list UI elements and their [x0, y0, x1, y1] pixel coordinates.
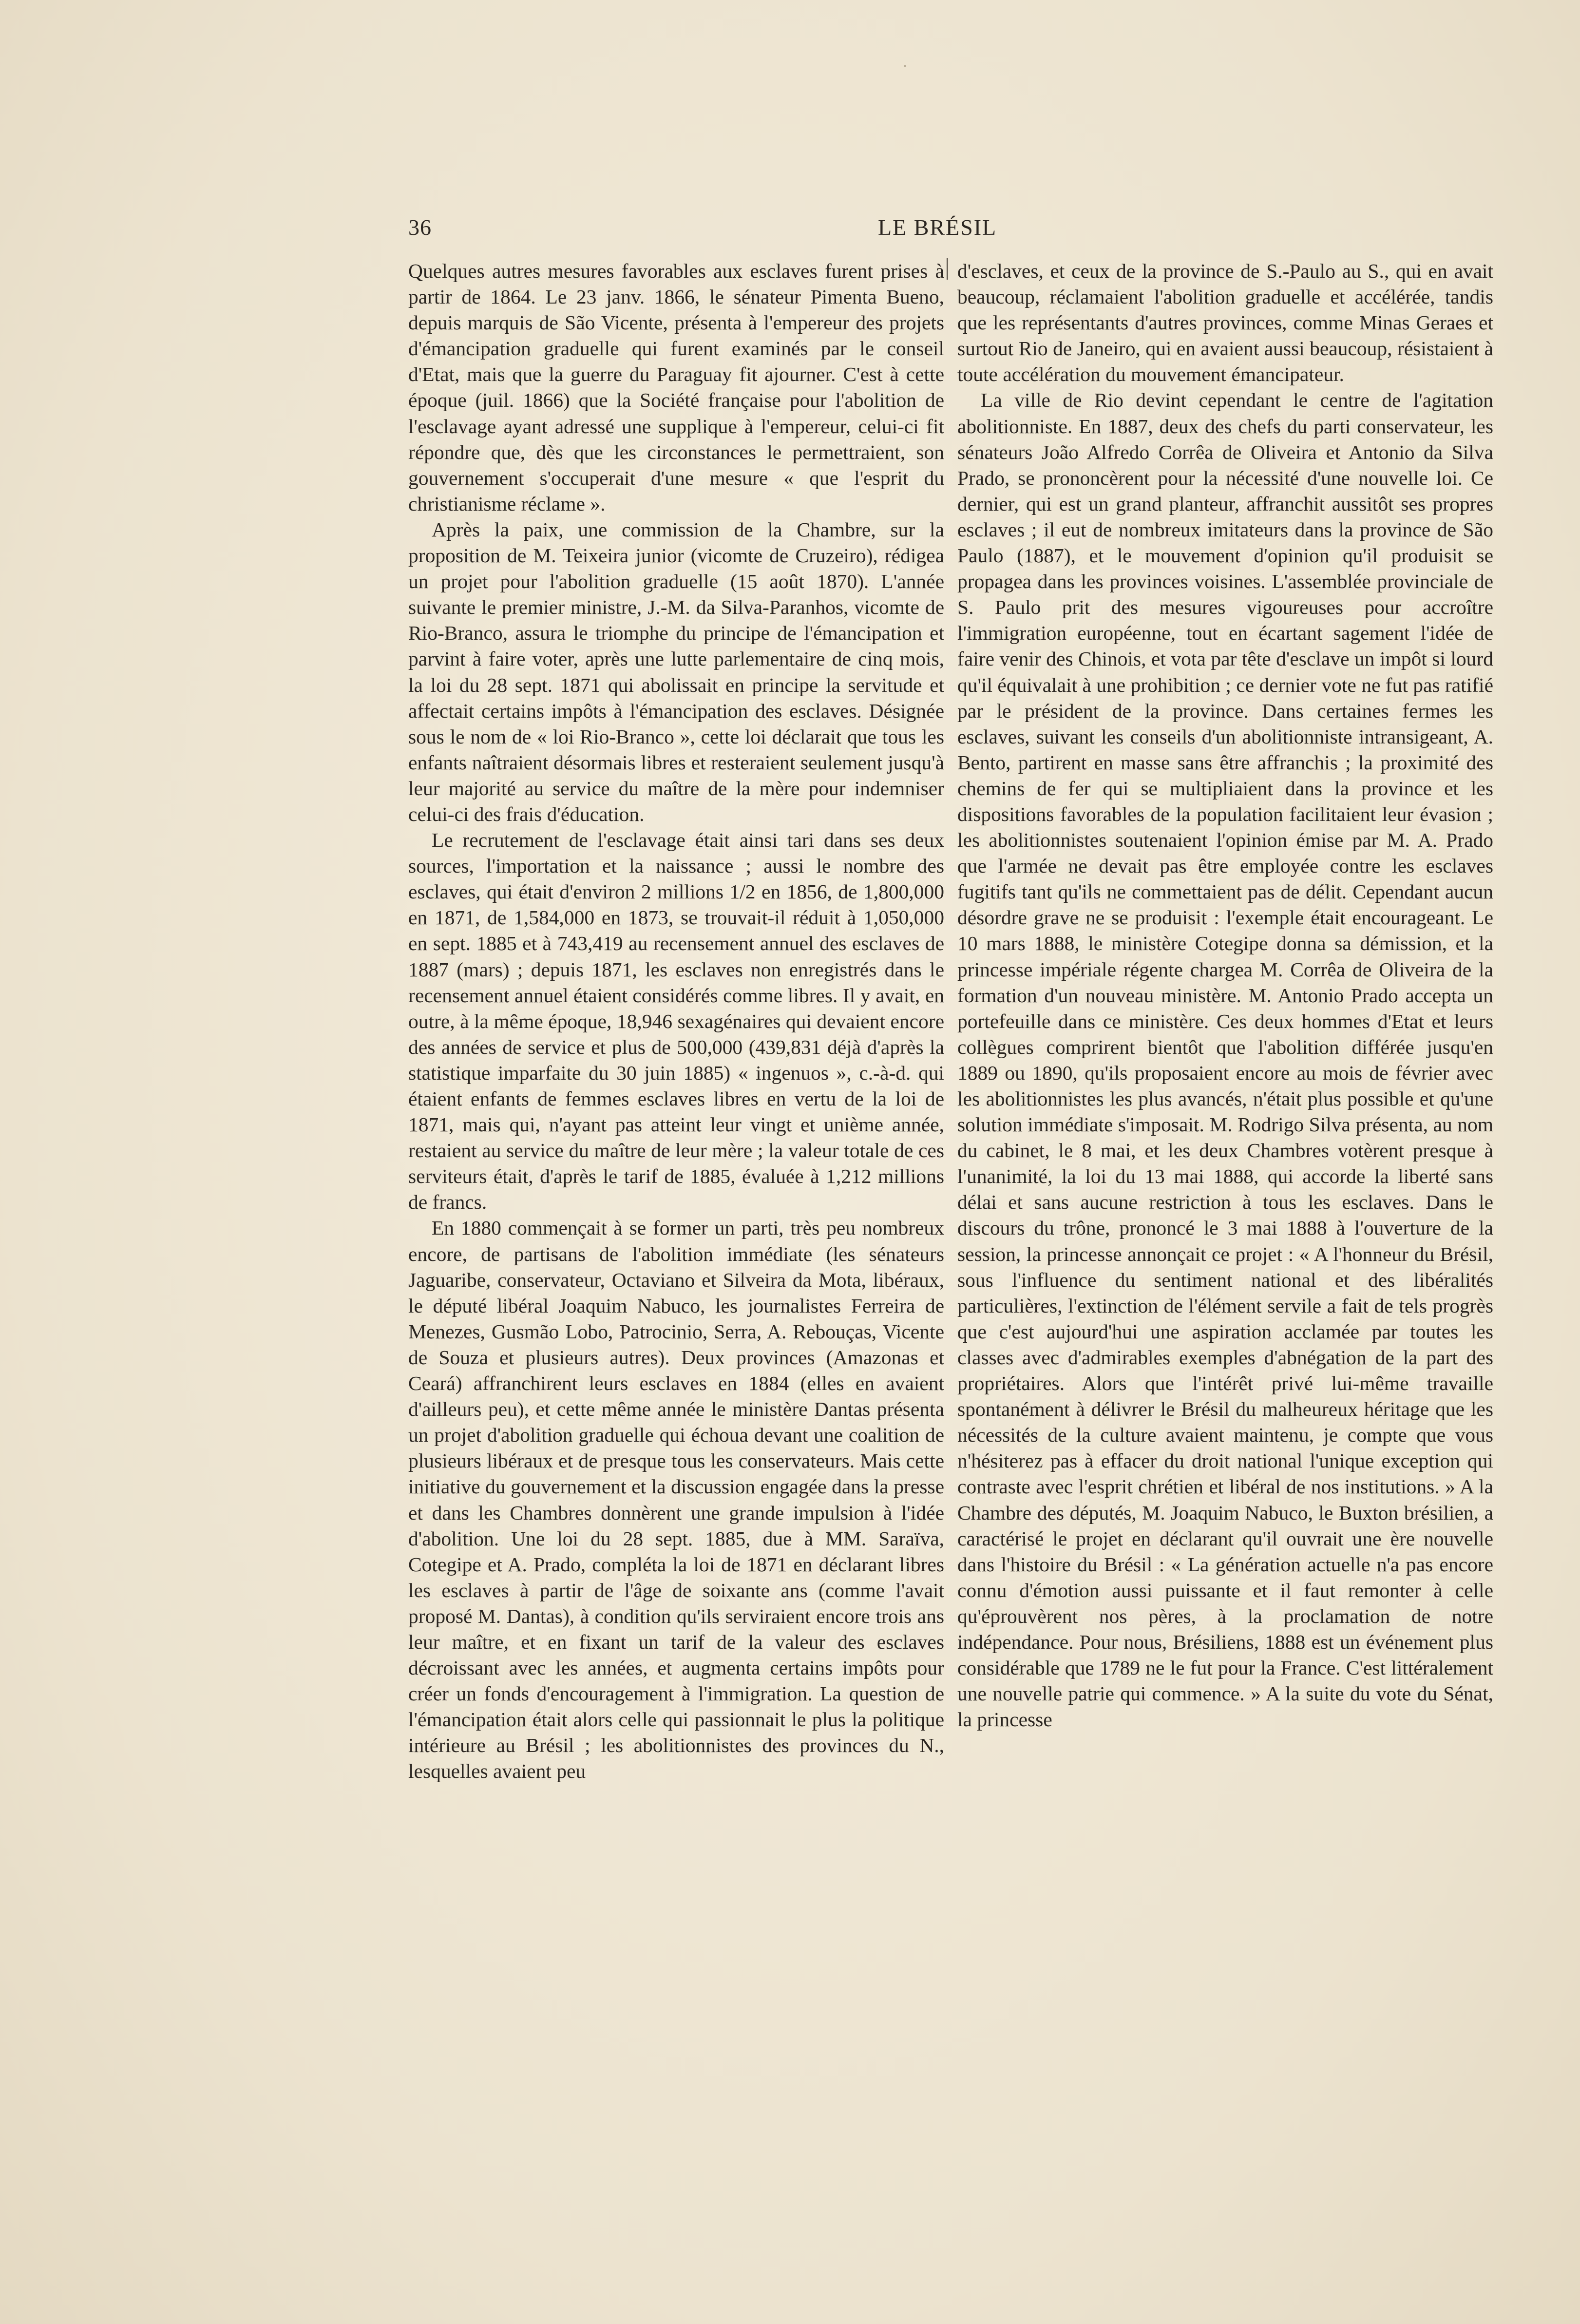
page-number: 36 — [408, 215, 432, 240]
paragraph: La ville de Rio devint cependant le centre de l'agitation abolitionniste. En 1887, deux des chefs du parti conservateur, les sénateurs João Alfredo Corrêa de Oliveira et Antonio da Silva Prado, se prononcèrent pour la nécessité d'une nouvelle loi. Ce dernier, qui est un grand planteur, affranchit aussitôt ses propres esclaves ; il eut de nombreux imitateurs dans la province de São Paulo (1887), et le mouvement d'opinion qu'il produisit se propagea dans les provinces voisines. L'assemblée provinciale de S. Paulo prit des mesures vigoureuses pour accroître l'immigration européenne, tout en écartant sagement l'idée de faire venir des Chinois, et vota par tête d'esclave un impôt si lourd qu'il équivalait à une prohibition ; ce dernier vote ne fut pas ratifié par le président de la province. Dans certaines fermes les esclaves, suivant les conseils d'un abolitionniste intransigeant, A. Bento, partirent en masse sans être affranchis ; la proximité des chemins de fer qui se multipliaient dans la province et les dispositions favorables de la population facilitaient leur évasion ; les abolitionnistes soutenaient l'opinion émise par M. A. Prado que l'armée ne devait pas être employée contre les esclaves fugitifs tant qu'ils ne commettaient pas de délit. Cependant aucun désordre grave ne se produisit : l'exemple était encourageant. Le 10 mars 1888, le ministère Cotegipe donna sa démission, et la princesse impériale régente chargea M. Corrêa de Oliveira de la formation d'un nouveau ministère. M. Antonio Prado accepta un portefeuille dans ce ministère. Ces deux hommes d'Etat et leurs collègues comprirent bientôt que l'abolition différée jusqu'en 1889 ou 1890, qu'ils proposaient encore au mois de février avec les abolitionnistes les plus avancés, n'était plus possible et qu'une solution immédiate s'imposait. M. Rodrigo Silva présenta, au nom du cabinet, le 8 mai, et les deux Chambres votèrent presque à l'unanimité, la loi du 13 mai 1888, qui accorde la liberté sans délai et sans aucune restriction à tous les esclaves. Dans le discours du trône, prononcé le 3 mai 1888 à l'ouverture de la session, la princesse annonçait ce projet : « A l'honneur du Brésil, sous l'influence du sentiment national et des libéralités particulières, l'extinction de l'élément servile a fait de tels progrès que c'est aujourd'hui une aspiration acclamée par toutes les classes avec d'admirables exemples d'abnégation de la part des propriétaires. Alors que l'intérêt privé lui-même travaille spontanément à délivrer le Brésil du malheureux héritage que les nécessités de la culture avaient maintenu, je compte que vous n'hésiterez pas à effacer du droit national l'unique exception qui contraste avec l'esprit chrétien et libéral de nos institutions. » A la Chambre des députés, M. Joaquim Nabuco, le Buxton brésilien, a caractérisé le projet en déclarant qu'il ouvrait une ère nouvelle dans l'histoire du Brésil : « La génération actuelle n'a pas encore connu d'émotion aussi puissante et il faut remonter à celle qu'éprouvèrent nos pères, à la proclamation de notre indépendance. Pour nous, Brésiliens, 1888 est un événement plus considérable que 1789 ne le fut pour la France. C'est littéralement une nouvelle patrie qui commence. » A la suite du vote du Sénat, la princesse — [957, 389, 1493, 1731]
left-column — [408, 258, 944, 1785]
paragraph: Après la paix, une commission de la Chambre, sur la proposition de M. Teixeira junior (vicomte de Cruzeiro), rédigea un projet pour l'abolition graduelle (15 août 1870). L'année suivante le premier ministre, J.-M. da Silva-Paranhos, vicomte de Rio-Branco, assura le triomphe du principe de l'émancipation et parvint à faire voter, après une lutte parlementaire de cinq mois, la loi du 28 sept. 1871 qui abolissait en principe la servitude et affectait certains impôts à l'émancipation des esclaves. Désignée sous le nom de « loi Rio-Branco », cette loi déclarait que tous les enfants naîtraient désormais libres et resteraient seulement jusqu'à leur majorité au service du maître de la mère pour indemniser celui-ci des frais d'éducation. — [408, 518, 944, 825]
column-divider — [947, 258, 948, 280]
right-column — [957, 258, 1493, 1733]
paragraph: d'esclaves, et ceux de la province de S.-Paulo au S., qui en avait beaucoup, réclamaient l'abolition graduelle et accélérée, tandis que les représentants d'autres provinces, comme Minas Geraes et surtout Rio de Janeiro, qui en avaient aussi beaucoup, résistaient à toute accélération du mouvement émancipateur. — [957, 260, 1493, 386]
paragraph: En 1880 commençait à se former un parti, très peu nombreux encore, de partisans de l'abolition immédiate (les sénateurs Jaguaribe, conservateur, Octaviano et Silveira da Mota, libéraux, le député libéral Joaquim Nabuco, les journalistes Ferreira de Menezes, Gusmão Lobo, Patrocinio, Serra, A. Rebouças, Vicente de Souza et plusieurs autres). Deux provinces (Amazonas et Ceará) affranchirent leurs esclaves en 1884 (elles en avaient d'ailleurs peu), et cette même année le ministère Dantas présenta un projet d'abolition graduelle qui échoua devant une coalition de plusieurs libéraux et de presque tous les conservateurs. Mais cette initiative du gouvernement et la discussion engagée dans la presse et dans les Chambres donnèrent une grande impulsion à l'idée d'abolition. Une loi du 28 sept. 1885, due à MM. Saraïva, Cotegipe et A. Prado, compléta la loi de 1871 en déclarant libres les esclaves à partir de l'âge de soixante ans (comme l'avait proposé M. Dantas), à condition qu'ils serviraient encore trois ans leur maître, et en fixant un tarif de la valeur des esclaves décroissant avec les années, et augmenta certains impôts pour créer un fonds d'encouragement à l'immigration. La question de l'émancipation était alors celle qui passionnait le plus la politique intérieure au Brésil ; les abolitionnistes des provinces du N., lesquelles avaient peu — [408, 1217, 944, 1783]
running-title: LE BRÉSIL — [878, 215, 997, 240]
page-header — [408, 214, 1004, 244]
paragraph: Quelques autres mesures favorables aux esclaves furent prises à partir de 1864. Le 23 janv. 1866, le sénateur Pimenta Bueno, depuis marquis de São Vicente, présenta à l'empereur des projets d'émancipation graduelle qui furent examinés par le conseil d'Etat, mais que la guerre du Paraguay fit ajourner. C'est à cette époque (juil. 1866) que la Société française pour l'abolition de l'esclavage ayant adressé une supplique à l'empereur, celui-ci fit répondre que, dès que les circonstances le permettraient, son gouvernement s'occuperait d'une mesure « que l'esprit du christianisme réclame ». — [408, 260, 944, 515]
paragraph: Le recrutement de l'esclavage était ainsi tari dans ses deux sources, l'importation et la naissance ; aussi le nombre des esclaves, qui était d'environ 2 millions 1/2 en 1856, de 1,800,000 en 1871, de 1,584,000 en 1873, se trouvait-il réduit à 1,050,000 en sept. 1885 et à 743,419 au recensement annuel des esclaves de 1887 (mars) ; depuis 1871, les esclaves non enregistrés dans le recensement annuel étaient considérés comme libres. Il y avait, en outre, à la même époque, 18,946 sexagénaires qui devaient encore des années de service et plus de 500,000 (439,831 déjà d'après la statistique imparfaite du 30 juin 1885) « ingenuos », c.-à-d. qui étaient enfants de femmes esclaves libres en vertu de la loi de 1871, mais qui, n'ayant pas atteint leur vingt et unième année, restaient au service du maître de leur mère ; la valeur totale de ces serviteurs était, d'après le tarif de 1885, évaluée à 1,212 millions de francs. — [408, 829, 944, 1214]
paper-speck — [904, 65, 906, 67]
